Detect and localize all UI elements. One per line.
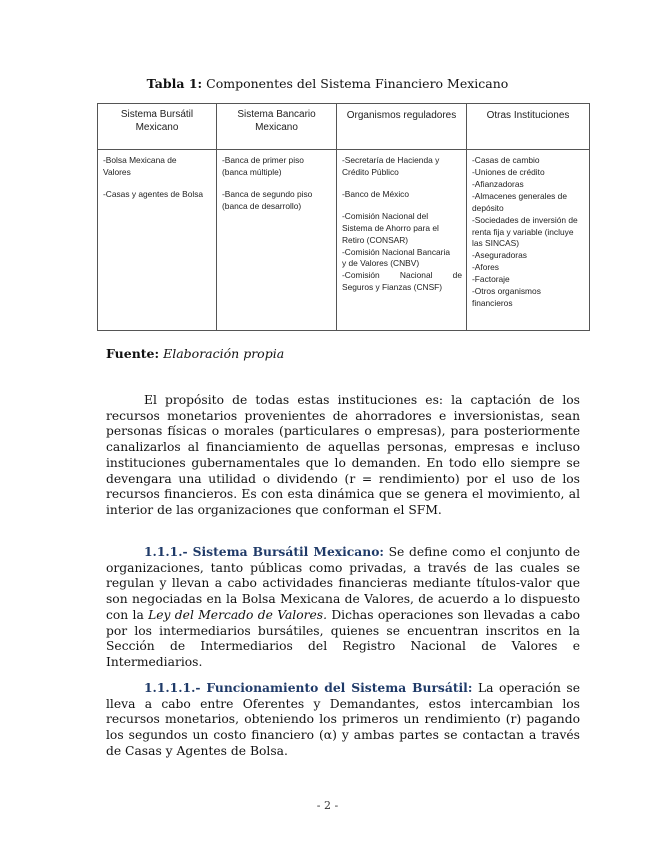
list-item: Valores — [103, 166, 131, 177]
list-item: -Afianzadoras — [472, 178, 524, 189]
list-item: y de Valores (CNBV) — [342, 258, 420, 269]
paragraph-line: organizaciones, tanto públicas como privadas, a través de las cuales se — [106, 560, 580, 575]
paragraph-line: por los intermediarios bursátiles, quienes se encuentran inscritos en la — [106, 623, 580, 638]
list-item: -Factoraje — [472, 274, 510, 285]
table-caption-title: Componentes del Sistema Financiero Mexicano — [206, 76, 509, 91]
list-item: -Afores — [472, 262, 499, 273]
header-sistema-bursatil: Sistema Bursátil Mexicano — [98, 104, 217, 150]
paragraph-line: canalizarlos al financiamiento de aquellas personas, empresas e incluso — [106, 440, 580, 455]
paragraph-line: devengara una utilidad o dividendo (r = rendimiento) por el uso de los — [106, 471, 580, 486]
list-item: (banca múltiple) — [222, 166, 282, 177]
list-item: -Comisión Nacional Bancaria — [342, 246, 450, 257]
list-item: -Banco de México — [342, 188, 410, 199]
table-caption — [0, 76, 655, 91]
list-item: -Uniones de crédito — [472, 166, 545, 177]
list-item: -Otros organismos — [472, 286, 541, 297]
paragraph-line: El propósito de todas estas instituciones es: la captación de los — [144, 393, 580, 407]
cell-bancario — [217, 150, 337, 331]
list-item: -Banca de primer piso — [222, 155, 304, 165]
list-item: -Comisión Nacional de — [342, 270, 462, 281]
source-text: Elaboración propia — [163, 346, 285, 361]
section-first-line — [106, 680, 580, 697]
list-item: Seguros y Fianzas (CNSF) — [342, 282, 443, 293]
paragraph-text: Dichas operaciones son llevadas a cabo — [331, 607, 580, 622]
list-item: Sistema de Ahorro para el — [342, 222, 439, 233]
paragraph-purpose — [106, 393, 580, 519]
paragraph-line: personas físicas o morales (particulares o empresas), para posteriormente — [106, 424, 580, 439]
paragraph-line: recursos financieros. Es con esta dinámica que se genera el movimiento, al — [106, 487, 580, 502]
table-row — [98, 150, 590, 331]
list-item: Retiro (CONSAR) — [342, 234, 409, 245]
list-item: financieros — [472, 298, 513, 309]
list-item: renta fija y variable (incluye — [472, 226, 574, 237]
section-heading: 1.1.1.- Sistema Bursátil Mexicano: — [144, 544, 384, 559]
list-item: -Secretaría de Hacienda y — [342, 155, 440, 165]
list-item: Crédito Público — [342, 166, 399, 177]
header-organismos-reguladores: Organismos reguladores — [337, 104, 467, 150]
section-funcionamiento — [106, 680, 580, 760]
paragraph-line: Sección de Intermediarios del Registro Nacional de Valores e — [106, 639, 580, 654]
paragraph-line: los segundos un costo financiero (α) y ambas partes se contactan a través — [106, 728, 580, 743]
paragraph-text: La operación se — [477, 681, 580, 695]
financial-system-table — [97, 103, 590, 331]
table-caption-label: Tabla 1: — [146, 76, 203, 91]
list-item: -Aseguradoras — [472, 250, 527, 261]
list-item: -Casas y agentes de Bolsa — [103, 188, 204, 199]
list-item: (banca de desarrollo) — [222, 200, 302, 211]
cell-reguladores — [337, 150, 467, 331]
paragraph-text: con la — [106, 607, 144, 622]
paragraph-line: Intermediarios. — [106, 654, 203, 669]
list-item: -Sociedades de inversión de — [472, 214, 578, 225]
list-item: las SINCAS) — [472, 238, 520, 249]
list-item: -Banca de segundo piso — [222, 188, 313, 199]
cell-otras — [467, 150, 590, 331]
table-header-row — [98, 104, 590, 150]
table-source — [106, 346, 284, 361]
section-first-line — [106, 544, 580, 561]
paragraph-line: lleva a cabo entre Oferentes y Demandantes, estos intercambian los — [106, 696, 580, 711]
paragraph-line: son negociadas en la Bolsa Mexicana de Valores, de acuerdo a lo dispuesto — [106, 592, 580, 607]
page-number: - 2 - — [316, 799, 339, 812]
list-item: -Bolsa Mexicana de — [103, 155, 177, 165]
section-heading: 1.1.1.1.- Funcionamiento del Sistema Bursátil: — [144, 680, 473, 695]
paragraph-line: instituciones gubernamentales que lo demanden. En todo ello siempre se — [106, 455, 580, 470]
list-item: -Almacenes generales de — [472, 190, 567, 201]
header-sistema-bancario: Sistema Bancario Mexicano — [217, 104, 337, 150]
paragraph-line: recursos monetarios provenientes de ahorradores e inversionistas, sean — [106, 408, 580, 423]
paragraph-line — [106, 608, 580, 624]
paragraph-line: interior de las organizaciones que conforman el SFM. — [106, 502, 442, 517]
list-item: depósito — [472, 202, 504, 213]
paragraph-line: de Casas y Agentes de Bolsa. — [106, 743, 288, 758]
paragraph-text: Se define como el conjunto de — [388, 545, 580, 559]
source-label: Fuente: — [106, 346, 160, 361]
header-otras-instituciones: Otras Instituciones — [467, 104, 590, 150]
paragraph-line: recursos monetarios, obteniendo los primeros un rendimiento (r) pagando — [106, 712, 580, 727]
paragraph-line: regulan y llevan a cabo actividades financieras mediante títulos-valor que — [106, 576, 580, 591]
cell-bursatil — [98, 150, 217, 331]
list-item: -Comisión Nacional del — [342, 210, 429, 221]
law-title: Ley del Mercado de Valores. — [148, 607, 327, 622]
list-item: -Casas de cambio — [472, 155, 540, 165]
section-sistema-bursatil — [106, 544, 580, 671]
